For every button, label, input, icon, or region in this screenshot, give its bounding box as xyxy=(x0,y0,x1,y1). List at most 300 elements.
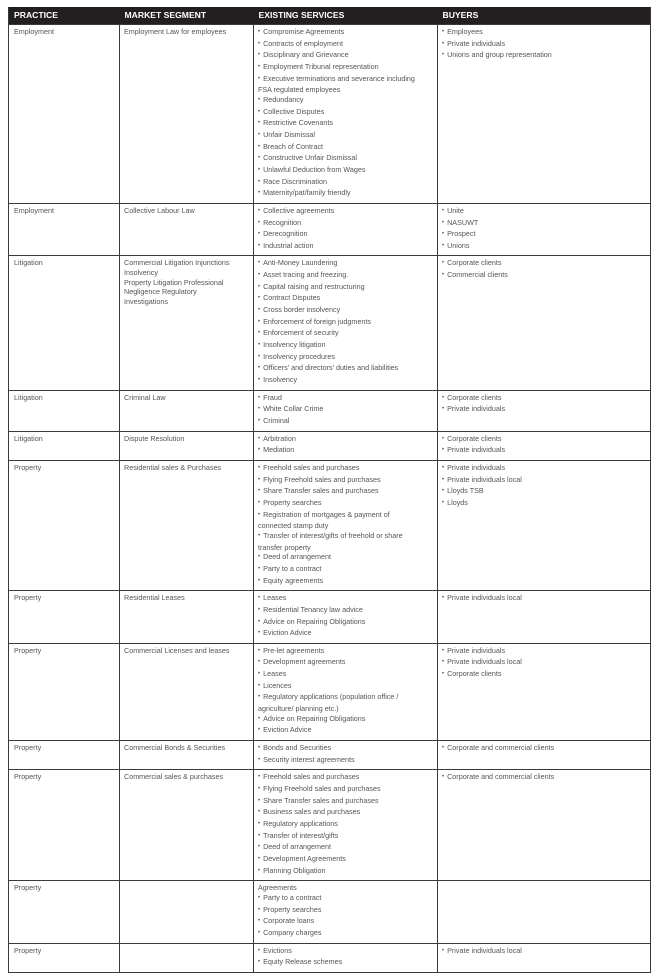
buyer-text: Private individuals xyxy=(447,404,506,414)
service-item xyxy=(258,957,433,969)
services-list xyxy=(258,393,433,428)
service-item xyxy=(258,564,433,576)
buyers-cell xyxy=(438,390,651,431)
service-item xyxy=(258,393,433,405)
service-item xyxy=(258,743,433,755)
service-text: Business sales and purchases xyxy=(263,807,361,817)
buyer-item xyxy=(442,404,646,416)
market-segment-cell xyxy=(120,25,254,204)
buyer-text: Private individuals xyxy=(447,645,506,655)
service-item xyxy=(258,328,433,340)
service-item xyxy=(258,669,433,681)
service-text: Advice on Repairing Obligations xyxy=(263,616,366,626)
buyers-cell xyxy=(438,203,651,256)
service-item xyxy=(258,85,433,95)
buyer-text: Corporate and commercial clients xyxy=(447,772,555,782)
practice-cell xyxy=(9,881,120,943)
service-item xyxy=(258,293,433,305)
service-text: Evictions xyxy=(263,945,292,955)
segment-line: Residential sales & Purchases xyxy=(124,462,222,472)
market-segment-cell xyxy=(120,431,254,460)
service-text: Company charges xyxy=(263,927,322,937)
segment-line: Dispute Resolution xyxy=(124,433,185,443)
service-item xyxy=(258,866,433,878)
service-text: Share Transfer sales and purchases xyxy=(263,486,379,496)
service-text: agriculture/ planning etc.) xyxy=(258,704,339,714)
service-text: Mediation xyxy=(263,445,295,455)
table-row xyxy=(9,741,651,770)
service-item xyxy=(258,946,433,958)
service-text: Executive terminations and severance including xyxy=(263,73,415,83)
service-text: Fraud xyxy=(263,392,282,402)
service-text: Equity Release schemes xyxy=(263,957,343,967)
existing-services-cell xyxy=(254,256,438,390)
buyer-text: Unions xyxy=(447,240,470,250)
service-text: Contract Disputes xyxy=(263,293,321,303)
service-item xyxy=(258,772,433,784)
table-header-row xyxy=(9,7,651,25)
market-segment-cell xyxy=(120,741,254,770)
service-text: Capital raising and restructuring xyxy=(263,281,365,291)
buyer-item xyxy=(442,27,646,39)
segment-line: Commercial Bonds & Securities xyxy=(124,743,226,753)
service-text: Race Discrimination xyxy=(263,176,328,186)
service-text: Party to a contract xyxy=(263,563,322,573)
market-segment-cell xyxy=(120,390,254,431)
service-item xyxy=(258,905,433,917)
table-row xyxy=(9,431,651,460)
buyer-item xyxy=(442,270,646,282)
buyer-text: Private individuals local xyxy=(447,945,522,955)
service-text: Advice on Repairing Obligations xyxy=(263,713,366,723)
service-text: Leases xyxy=(263,593,287,603)
service-item xyxy=(258,819,433,831)
service-text: Constructive Unfair Dismissal xyxy=(263,153,357,163)
practice-text: Property xyxy=(14,462,42,472)
service-text: Cross border insolvency xyxy=(263,305,341,315)
buyer-text: Lloyds xyxy=(447,497,468,507)
existing-services-cell xyxy=(254,741,438,770)
existing-services-cell xyxy=(254,943,438,972)
buyer-text: Unite xyxy=(447,205,464,215)
services-list xyxy=(258,206,433,253)
service-text: FSA regulated employees xyxy=(258,85,341,95)
segment-line: Negligence Regulatory xyxy=(124,287,197,297)
practice-cell xyxy=(9,591,120,644)
practice-text: Property xyxy=(14,645,42,655)
service-item xyxy=(258,130,433,142)
buyer-item xyxy=(442,498,646,510)
segment-line: Commercial sales & purchases xyxy=(124,772,224,782)
service-item xyxy=(258,521,433,531)
service-text: connected stamp duty xyxy=(258,521,329,531)
service-text: Eviction Advice xyxy=(263,725,312,735)
service-item xyxy=(258,486,433,498)
table-row xyxy=(9,943,651,972)
service-item xyxy=(258,74,433,86)
service-item xyxy=(258,39,433,51)
buyer-text: NASUWT xyxy=(447,217,479,227)
buyer-text: Corporate clients xyxy=(447,669,502,679)
service-text: Regulatory applications (population office / xyxy=(263,692,399,702)
buyer-item xyxy=(442,463,646,475)
buyers-list xyxy=(442,646,646,681)
service-item xyxy=(258,893,433,905)
service-item xyxy=(258,796,433,808)
service-text: Collective Disputes xyxy=(263,106,325,116)
service-item xyxy=(258,854,433,866)
buyer-text: Commercial clients xyxy=(447,270,508,280)
service-item xyxy=(258,229,433,241)
buyers-cell xyxy=(438,881,651,943)
service-item xyxy=(258,95,433,107)
service-text: Registration of mortgages & payment of xyxy=(263,509,390,519)
service-text: Eviction Advice xyxy=(263,628,312,638)
service-text: Industrial action xyxy=(263,240,314,250)
header-buyers: BUYERS xyxy=(438,7,651,25)
service-item xyxy=(258,714,433,726)
service-item xyxy=(258,646,433,658)
service-item xyxy=(258,842,433,854)
buyer-item xyxy=(442,743,646,755)
table-row xyxy=(9,256,651,390)
service-item xyxy=(258,725,433,737)
practice-text: Employment xyxy=(14,27,54,36)
services-list xyxy=(258,27,433,200)
buyers-list xyxy=(442,258,646,281)
service-item xyxy=(258,434,433,446)
table-row xyxy=(9,770,651,881)
buyer-item xyxy=(442,229,646,241)
service-item xyxy=(258,118,433,130)
header-existing-services: EXISTING SERVICES xyxy=(254,7,438,25)
table-row xyxy=(9,25,651,204)
service-item xyxy=(258,188,433,200)
service-item xyxy=(258,282,433,294)
service-text: Agreements xyxy=(258,883,297,893)
service-item xyxy=(258,552,433,564)
service-text: Leases xyxy=(263,669,287,679)
service-item xyxy=(258,475,433,487)
buyer-text: Prospect xyxy=(447,229,476,239)
service-item xyxy=(258,543,433,553)
buyers-list xyxy=(442,27,646,62)
service-text: Development Agreements xyxy=(263,853,346,863)
service-text: Development agreements xyxy=(263,657,346,667)
service-item xyxy=(258,657,433,669)
practice-cell xyxy=(9,460,120,590)
segment-line: Collective Labour Law xyxy=(124,205,195,215)
service-item xyxy=(258,206,433,218)
service-text: Employment Tribunal representation xyxy=(263,61,379,71)
service-item xyxy=(258,916,433,928)
service-text: Insolvency xyxy=(263,375,298,385)
buyers-cell xyxy=(438,431,651,460)
segment-line: Criminal Law xyxy=(124,392,166,402)
service-item xyxy=(258,305,433,317)
buyer-item xyxy=(442,206,646,218)
buyer-item xyxy=(442,445,646,457)
services-list xyxy=(258,434,433,457)
service-text: transfer property xyxy=(258,542,311,552)
service-text: Property searches xyxy=(263,904,322,914)
service-text: Planning Obligation xyxy=(263,865,326,875)
buyer-text: Corporate and commercial clients xyxy=(447,743,555,753)
buyers-list xyxy=(442,463,646,510)
services-list xyxy=(258,883,433,939)
service-text: White Collar Crime xyxy=(263,404,324,414)
practice-services-table xyxy=(8,7,651,973)
service-item xyxy=(258,340,433,352)
table-row xyxy=(9,460,651,590)
service-text: Maternity/pat/family friendly xyxy=(263,188,351,198)
market-segment-cell xyxy=(120,460,254,590)
service-text: Insolvency litigation xyxy=(263,340,326,350)
practice-cell xyxy=(9,203,120,256)
service-item xyxy=(258,62,433,74)
header-practice: PRACTICE xyxy=(9,7,120,25)
practice-text: Litigation xyxy=(14,258,43,268)
buyers-cell xyxy=(438,591,651,644)
service-item xyxy=(258,576,433,588)
header-market-segment: MARKET SEGMENT xyxy=(120,7,254,25)
buyer-text: Private individuals local xyxy=(447,474,522,484)
buyer-text: Unions and group representation xyxy=(447,50,552,60)
buyer-text: Lloyds TSB xyxy=(447,486,484,496)
existing-services-cell xyxy=(254,390,438,431)
service-item xyxy=(258,153,433,165)
service-item xyxy=(258,784,433,796)
practice-cell xyxy=(9,256,120,390)
buyers-cell xyxy=(438,256,651,390)
buyer-text: Private individuals xyxy=(447,38,506,48)
buyer-item xyxy=(442,593,646,605)
service-text: Transfer of interest/gifts xyxy=(263,830,339,840)
buyer-item xyxy=(442,657,646,669)
existing-services-cell xyxy=(254,770,438,881)
service-item xyxy=(258,363,433,375)
service-text: Regulatory applications xyxy=(263,819,338,828)
service-item xyxy=(258,593,433,605)
service-item xyxy=(258,807,433,819)
service-item xyxy=(258,510,433,522)
service-item xyxy=(258,27,433,39)
segment-line: Commercial Licenses and leases xyxy=(124,645,230,655)
service-text: Unlawful Deduction from Wages xyxy=(263,164,366,174)
buyer-item xyxy=(442,772,646,784)
buyers-list xyxy=(442,743,646,755)
buyer-item xyxy=(442,393,646,405)
service-item xyxy=(258,416,433,428)
buyers-list xyxy=(442,772,646,784)
services-list xyxy=(258,258,433,386)
segment-line: Employment Law for employees xyxy=(124,27,227,36)
services-list xyxy=(258,772,433,877)
service-item xyxy=(258,165,433,177)
service-item xyxy=(258,692,433,704)
existing-services-cell xyxy=(254,591,438,644)
service-item xyxy=(258,241,433,253)
buyers-cell xyxy=(438,643,651,740)
service-text: Arbitration xyxy=(263,433,296,443)
buyer-item xyxy=(442,669,646,681)
service-item xyxy=(258,270,433,282)
buyers-list xyxy=(442,946,646,958)
buyers-cell xyxy=(438,943,651,972)
practice-text: Property xyxy=(14,743,42,753)
service-text: Security interest agreements xyxy=(263,754,355,764)
service-text: Equity agreements xyxy=(263,575,324,585)
segment-line: Insolvency xyxy=(124,268,158,278)
service-text: Collective agreements xyxy=(263,205,335,215)
service-item xyxy=(258,375,433,387)
practice-text: Property xyxy=(14,593,42,603)
market-segment-cell xyxy=(120,256,254,390)
buyers-list xyxy=(442,393,646,416)
existing-services-cell xyxy=(254,203,438,256)
service-text: Freehold sales and purchases xyxy=(263,462,360,472)
buyer-item xyxy=(442,946,646,958)
service-item xyxy=(258,50,433,62)
buyer-text: Employees xyxy=(447,27,483,36)
buyers-cell xyxy=(438,460,651,590)
market-segment-cell xyxy=(120,203,254,256)
buyers-list xyxy=(442,593,646,605)
buyer-item xyxy=(442,258,646,270)
service-text: Share Transfer sales and purchases xyxy=(263,795,379,805)
buyers-list xyxy=(442,434,646,457)
service-text: Restrictive Covenants xyxy=(263,118,334,128)
services-list xyxy=(258,593,433,640)
service-item xyxy=(258,352,433,364)
market-segment-cell xyxy=(120,881,254,943)
existing-services-cell xyxy=(254,431,438,460)
practice-cell xyxy=(9,643,120,740)
services-list xyxy=(258,946,433,969)
service-item xyxy=(258,404,433,416)
segment-line: Residential Leases xyxy=(124,593,185,603)
table-row xyxy=(9,203,651,256)
service-text: Property searches xyxy=(263,497,322,507)
practice-cell xyxy=(9,770,120,881)
service-text: Bonds and Securities xyxy=(263,743,332,753)
service-item xyxy=(258,704,433,714)
service-text: Flying Freehold sales and purchases xyxy=(263,784,381,794)
market-segment-cell xyxy=(120,591,254,644)
service-text: Derecognition xyxy=(263,229,308,239)
services-list xyxy=(258,463,433,587)
service-item xyxy=(258,463,433,475)
service-item xyxy=(258,531,433,543)
service-text: Redundancy xyxy=(263,94,304,104)
service-text: Recognition xyxy=(263,217,302,227)
service-item xyxy=(258,681,433,693)
buyer-item xyxy=(442,434,646,446)
buyer-text: Private individuals xyxy=(447,462,506,472)
practice-cell xyxy=(9,943,120,972)
segment-line: Commercial Litigation Injunctions xyxy=(124,258,230,268)
service-item xyxy=(258,258,433,270)
buyers-cell xyxy=(438,25,651,204)
service-item xyxy=(258,628,433,640)
service-text: Flying Freehold sales and purchases xyxy=(263,474,381,484)
service-text: Pre-let agreements xyxy=(263,645,325,655)
service-text: Enforcement of foreign judgments xyxy=(263,316,371,326)
service-item xyxy=(258,928,433,940)
buyer-item xyxy=(442,218,646,230)
service-text: Corporate loans xyxy=(263,916,315,926)
buyers-cell xyxy=(438,770,651,881)
table-body xyxy=(9,25,651,973)
buyers-list xyxy=(442,206,646,253)
service-text: Compromise Agreements xyxy=(263,27,345,36)
services-list xyxy=(258,743,433,766)
service-text: Contracts of employment xyxy=(263,38,344,48)
service-text: Officers’ and directors’ duties and liabilities xyxy=(263,363,399,373)
buyer-item xyxy=(442,39,646,51)
segment-line: Property Litigation Professional xyxy=(124,277,224,287)
service-item xyxy=(258,317,433,329)
service-text: Freehold sales and purchases xyxy=(263,772,360,782)
existing-services-cell xyxy=(254,881,438,943)
buyer-text: Corporate clients xyxy=(447,258,502,268)
buyers-cell xyxy=(438,741,651,770)
buyer-text: Private individuals xyxy=(447,445,506,455)
practice-cell xyxy=(9,390,120,431)
service-text: Unfair Dismissal xyxy=(263,129,316,139)
service-item xyxy=(258,107,433,119)
service-text: Enforcement of security xyxy=(263,328,339,338)
buyer-item xyxy=(442,475,646,487)
practice-cell xyxy=(9,431,120,460)
market-segment-cell xyxy=(120,643,254,740)
existing-services-cell xyxy=(254,460,438,590)
buyer-item xyxy=(442,50,646,62)
service-text: Licences xyxy=(263,680,292,690)
service-item xyxy=(258,755,433,767)
buyer-text: Corporate clients xyxy=(447,392,502,402)
table-row xyxy=(9,881,651,943)
service-text: Party to a contract xyxy=(263,892,322,902)
buyer-text: Corporate clients xyxy=(447,433,502,443)
service-item xyxy=(258,218,433,230)
service-text: Deed of arrangement xyxy=(263,552,332,562)
service-item xyxy=(258,831,433,843)
buyer-text: Private individuals local xyxy=(447,657,522,667)
service-item xyxy=(258,605,433,617)
practice-text: Property xyxy=(14,772,42,782)
service-text: Residential Tenancy law advice xyxy=(263,604,363,614)
market-segment-cell xyxy=(120,943,254,972)
service-text: Transfer of interest/gifts of freehold or share xyxy=(263,530,403,540)
practice-text: Litigation xyxy=(14,433,43,443)
segment-line: Investigations xyxy=(124,297,168,307)
practice-cell xyxy=(9,25,120,204)
practice-text: Property xyxy=(14,945,42,955)
services-list xyxy=(258,646,433,737)
existing-services-cell xyxy=(254,25,438,204)
practice-text: Employment xyxy=(14,205,54,215)
buyer-item xyxy=(442,486,646,498)
table-row xyxy=(9,591,651,644)
buyer-item xyxy=(442,646,646,658)
table-row xyxy=(9,390,651,431)
table-row xyxy=(9,643,651,740)
service-item xyxy=(258,445,433,457)
service-text: Asset tracing and freezing. xyxy=(263,270,349,280)
buyer-text: Private individuals local xyxy=(447,593,522,603)
service-text: Disciplinary and Grievance xyxy=(263,50,349,60)
